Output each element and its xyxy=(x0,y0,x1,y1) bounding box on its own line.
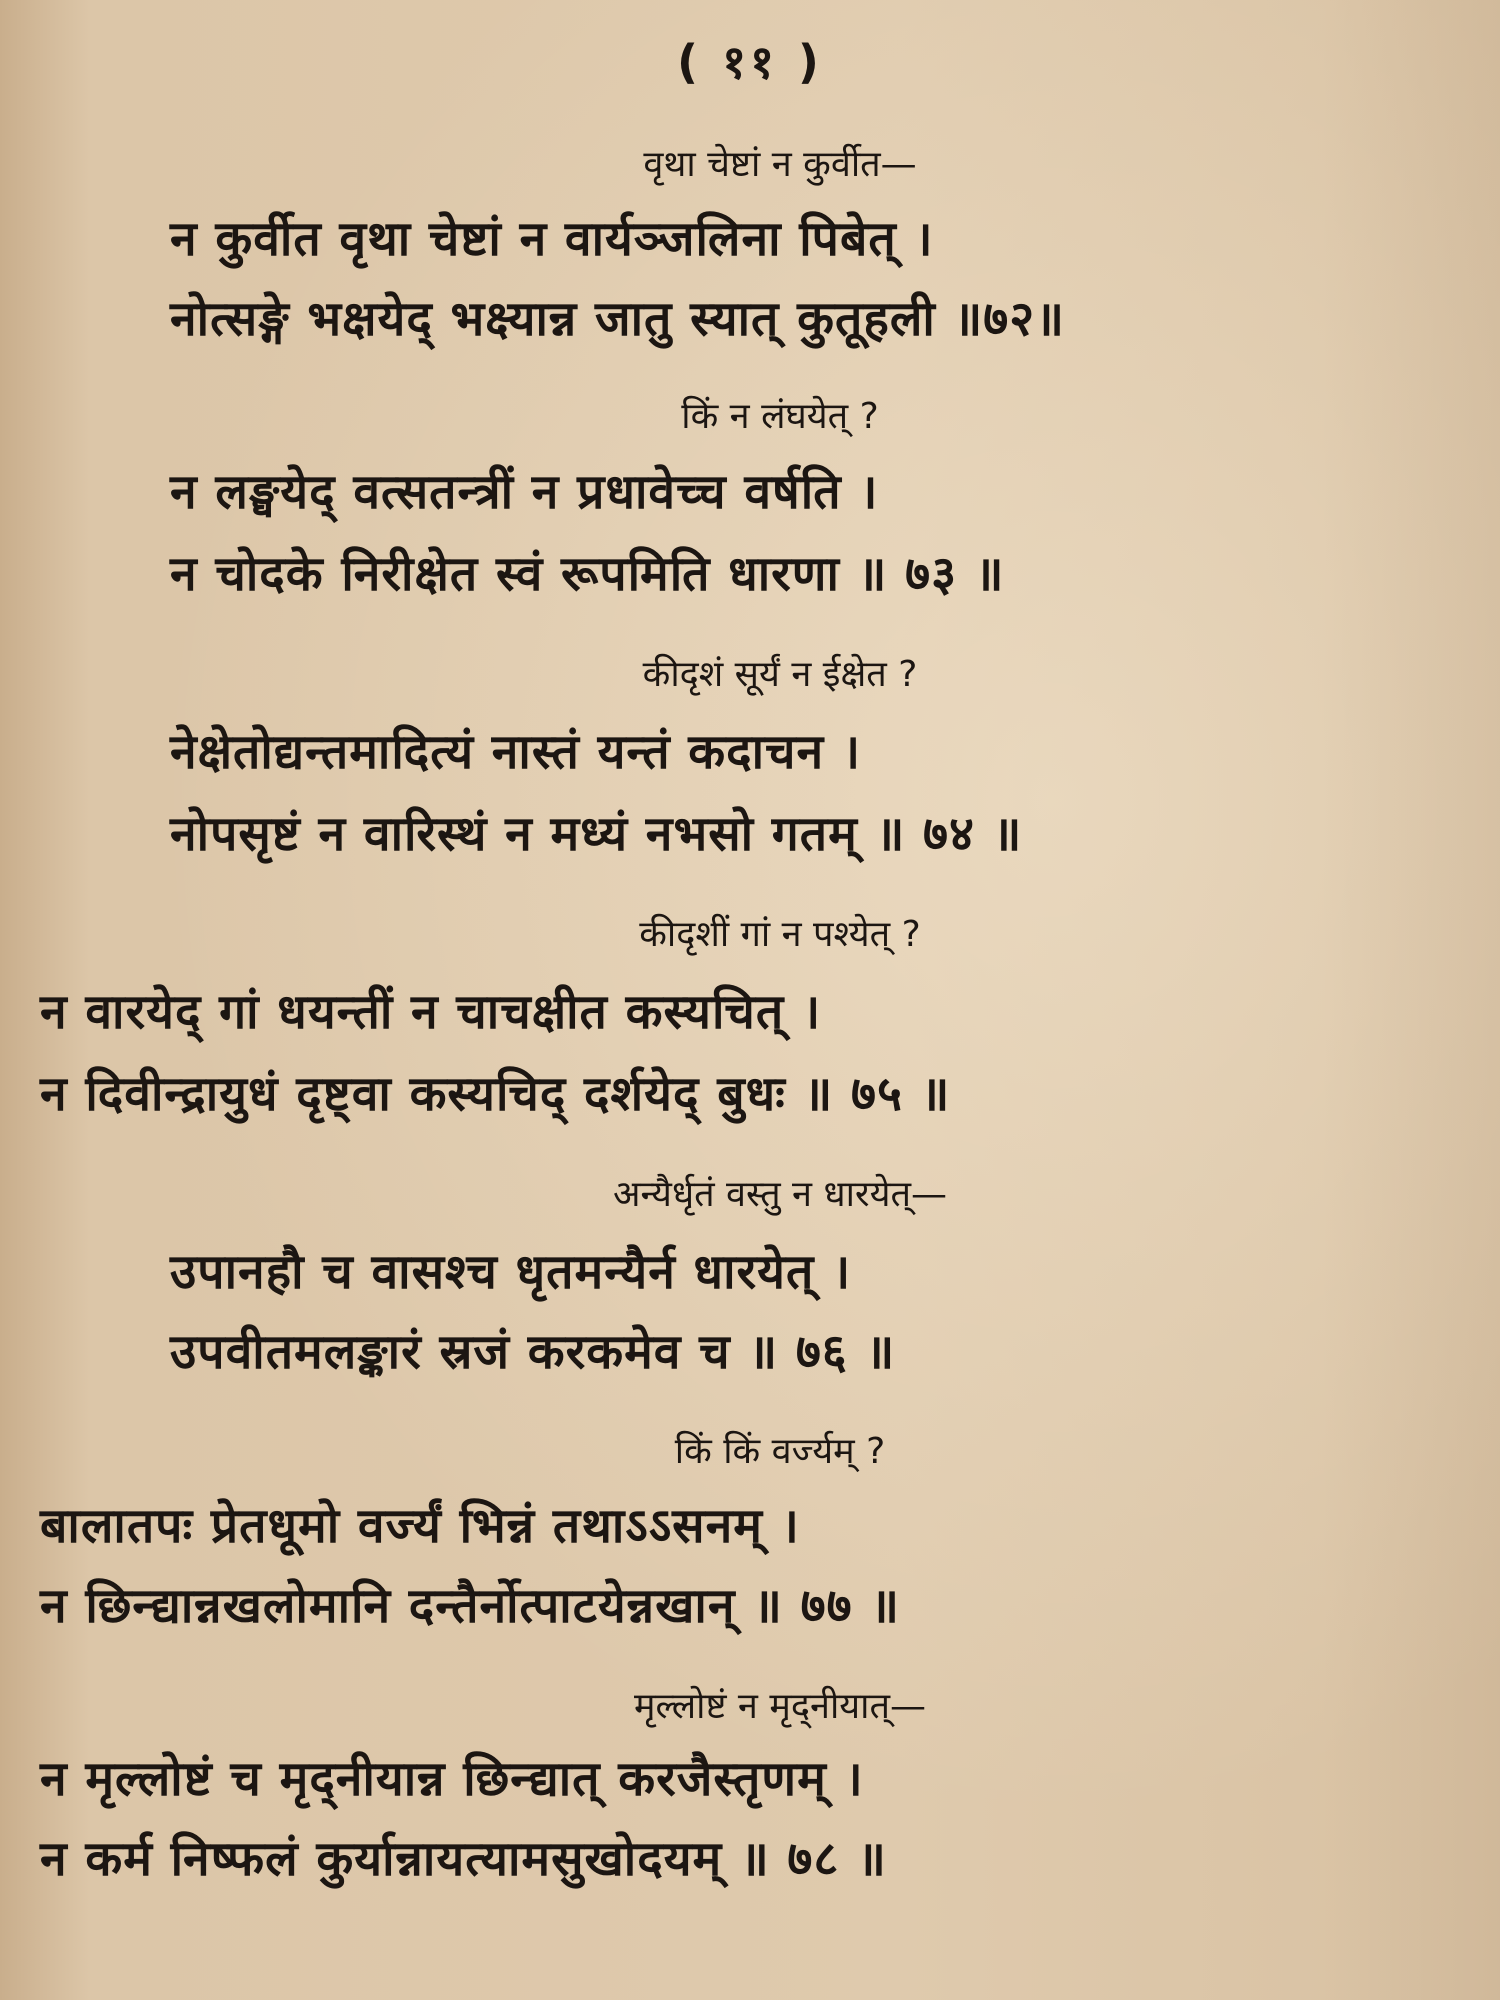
verse-78-line-2: न कर्म निष्फलं कुर्यान्नायत्यामसुखोदयम् ॥ ७८ ॥ xyxy=(40,1831,887,1887)
section-heading-4: कीदृशीं गां न पश्येत् ? xyxy=(639,914,921,955)
section-heading-6: किं किं वर्ज्यम् ? xyxy=(674,1431,886,1472)
verse-72-line-1: न कुर्वीत वृथा चेष्टां न वार्यञ्जलिना पिबेत् । xyxy=(170,211,934,267)
verse-74-line-1: नेक्षेतोद्यन्तमादित्यं नास्तं यन्तं कदाचन । xyxy=(170,724,862,780)
section-heading-7: मृल्लोष्टं न मृद्नीयात्— xyxy=(633,1686,927,1727)
verse-78-line-1: न मृल्लोष्टं च मृद्नीयान्न छिन्द्यात् करजैस्तृणम् । xyxy=(40,1751,864,1807)
verse-77-line-2: न छिन्द्यान्नखलोमानि दन्तैर्नोत्पाटयेन्नखान् ॥ ७७ ॥ xyxy=(40,1578,901,1634)
verse-76-line-2: उपवीतमलङ्कारं स्रजं करकमेव च ॥ ७६ ॥ xyxy=(170,1324,896,1380)
verse-74-line-2: नोपसृष्टं न वारिस्थं न मध्यं नभसो गतम् ॥ ७४ ॥ xyxy=(170,806,1023,862)
section-heading-1: वृथा चेष्टां न कुर्वीत— xyxy=(643,144,917,185)
section-heading-3: कीदृशं सूर्यं न ईक्षेत ? xyxy=(642,654,918,695)
verse-73-line-1: न लङ्घयेद् वत्सतन्त्रीं न प्रधावेच्च वर्षति । xyxy=(170,464,879,520)
verse-77-line-1: बालातपः प्रेतधूमो वर्ज्यं भिन्नं तथाऽऽसनम् । xyxy=(40,1498,800,1554)
verse-75-line-1: न वारयेद् गां धयन्तीं न चाचक्षीत कस्यचित् । xyxy=(40,984,822,1040)
page-number: ( ११ ) xyxy=(677,35,823,89)
section-heading-2: किं न लंघयेत् ? xyxy=(681,396,879,437)
section-heading-5: अन्यैर्धृतं वस्तु न धारयेत्— xyxy=(612,1174,948,1215)
verse-72-line-2: नोत्सङ्गे भक्षयेद् भक्ष्यान्न जातु स्यात् कुतूहली ॥७२॥ xyxy=(170,291,1065,347)
verse-73-line-2: न चोदके निरीक्षेत स्वं रूपमिति धारणा ॥ ७३ ॥ xyxy=(170,546,1005,602)
verse-76-line-1: उपानहौ च वासश्च धृतमन्यैर्न धारयेत् । xyxy=(170,1244,852,1300)
verse-75-line-2: न दिवीन्द्रायुधं दृष्ट्वा कस्यचिद् दर्शयेद् बुधः ॥ ७५ ॥ xyxy=(40,1066,951,1122)
